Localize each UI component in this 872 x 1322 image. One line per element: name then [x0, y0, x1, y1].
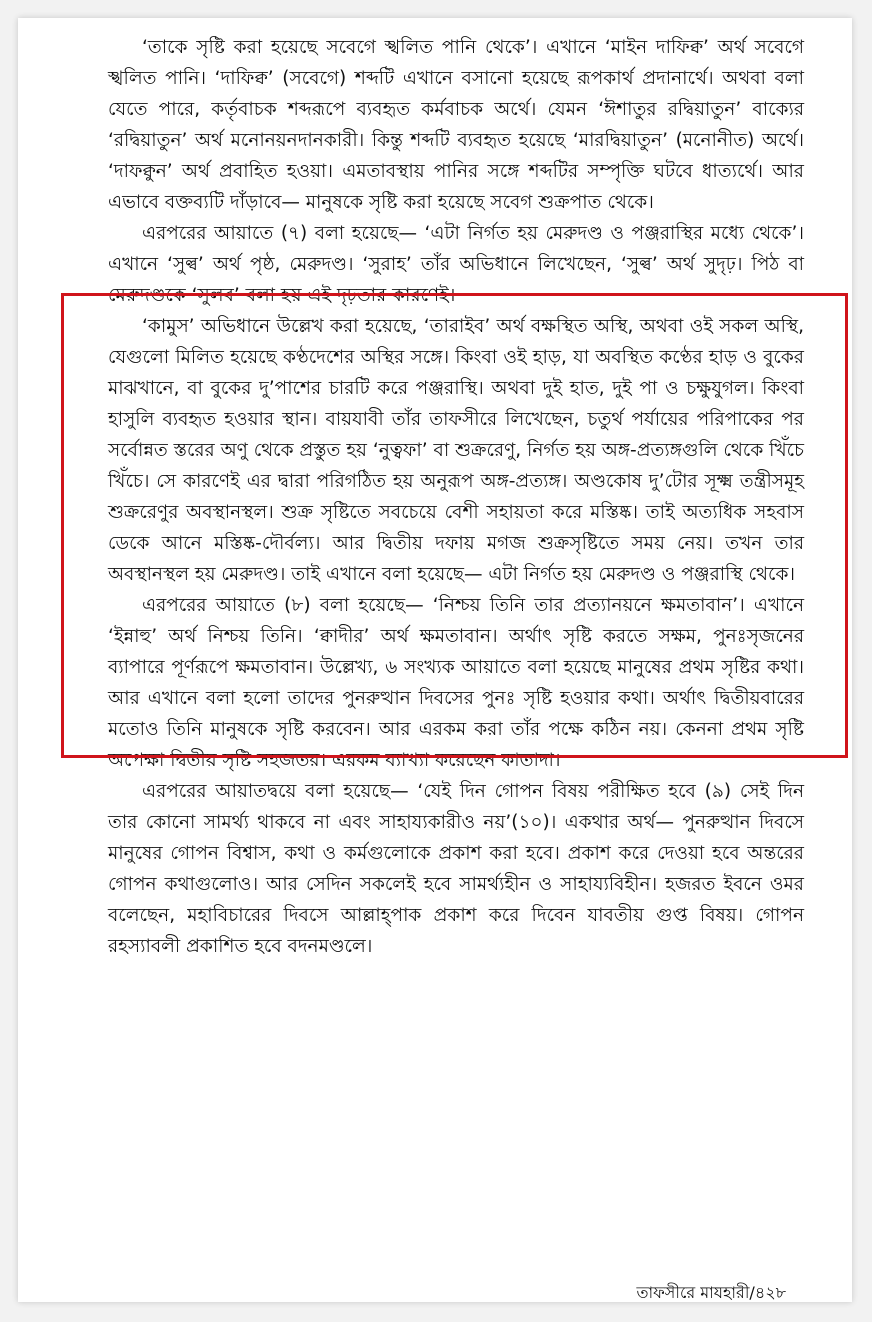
- page-footer: তাফসীরে মাযহারী/৪২৮: [636, 1283, 786, 1302]
- paragraph-2: এরপরের আয়াতে (৭) বলা হয়েছে— ‘এটা নির্গত হয় মেরুদণ্ড ও পঞ্জরাস্থির মধ্যে থেকে’। এখানে ‘সুল্ব’ অর্থ পৃষ্ঠ, মেরুদণ্ড। ‘সুরাহ’ তাঁর অভিধানে লিখেছেন, ‘সুল্ব’ অর্থ সুদৃঢ়। পিঠ বা মেরুদণ্ডকে ‘সুলব’ বলা হয় এই দৃঢ়তার কারণেই।: [108, 223, 804, 306]
- paragraph-4: এরপরের আয়াতে (৮) বলা হয়েছে— ‘নিশ্চয় তিনি তার প্রত্যানয়নে ক্ষমতাবান’। এখানে ‘ইন্নাহু’ অর্থ নিশ্চয় তিনি। ‘ক্বাদীর’ অর্থ ক্ষমতাবান। অর্থাৎ সৃষ্টি করতে সক্ষম, পুনঃসৃজনের ব্যাপারে পূর্ণরূপে ক্ষমতাবান। উল্লেখ্য, ৬ সংখ্যক আয়াতে বলা হয়েছে মানুষের প্রথম সৃষ্টির কথা। আর এখানে বলা হলো তাদের পুনরুত্থান দিবসের পুনঃ সৃষ্টি হওয়ার কথা। অর্থাৎ দ্বিতীয়বারের মতোও তিনি মানুষকে সৃষ্টি করবেন। আর এরকম করা তাঁর পক্ষে কঠিন নয়। কেননা প্রথম সৃষ্টি অপেক্ষা দ্বিতীয় সৃষ্টি সহজতর। এরকম ব্যাখ্যা করেছেন কাতাদা।: [108, 595, 804, 771]
- paragraph-5: এরপরের আয়াতদ্বয়ে বলা হয়েছে— ‘যেই দিন গোপন বিষয় পরীক্ষিত হবে (৯) সেই দিন তার কোনো সামর্থ্য থাকবে না এবং সাহায্যকারীও নয়’(১০)। একথার অর্থ— পুনরুত্থান দিবসে মানুষের গোপন বিশ্বাস, কথা ও কর্মগুলোকে প্রকাশ করা হবে। প্রকাশ করে দেওয়া হবে অন্তরের গোপন কথাগুলোও। আর সেদিন সকলেই হবে সামর্থ্যহীন ও সাহায্যবিহীন। হজরত ইবনে ওমর বলেছেন, মহাবিচারের দিবসে আল্লাহ্‌পাক প্রকাশ করে দিবেন যাবতীয় গুপ্ত বিষয়। গোপন রহস্যাবলী প্রকাশিত হবে বদনমণ্ডলে।: [108, 781, 804, 957]
- paragraph-1: ‘তাকে সৃষ্টি করা হয়েছে সবেগে স্খলিত পানি থেকে’। এখানে ‘মাইন দাফিক্ব’ অর্থ সবেগে স্খলিত পানি। ‘দাফিক্ব’ (সবেগে) শব্দটি এখানে বসানো হয়েছে রূপকার্থ প্রদানার্থে। অথবা বলা যেতে পারে, কর্তৃবাচক শব্দরূপে ব্যবহৃত কর্মবাচক অর্থে। যেমন ‘ঈশাতুর রদ্বিয়াতুন’ বাক্যের ‘রদ্বিয়াতুন’ অর্থ মনোনয়নদানকারী। কিন্তু শব্দটি ব্যবহৃত হয়েছে ‘মারদ্বিয়াতুন’ (মনোনীত) অর্থে। ‘দাফক্বুন’ অর্থ প্রবাহিত হওয়া। এমতাবস্থায় পানির সঙ্গে শব্দটির সম্পৃক্তি ঘটবে ধাত্যর্থে। আর এভাবে বক্তব্যটি দাঁড়াবে— মানুষকে সৃষ্টি করা হয়েছে সবেগ শুক্রপাত থেকে।: [108, 37, 804, 213]
- document-page: [18, 18, 852, 1302]
- body-text: [108, 32, 804, 962]
- paragraph-3: ‘কামুস’ অভিধানে উল্লেখ করা হয়েছে, ‘তারাইব’ অর্থ বক্ষস্থিত অস্থি, অথবা ওই সকল অস্থি, যেগুলো মিলিত হয়েছে কণ্ঠদেশের অস্থির সঙ্গে। কিংবা ওই হাড়, যা অবস্থিত কণ্ঠের হাড় ও বুকের মাঝখানে, বা বুকের দু’পাশের চারটি করে পঞ্জরাস্থি। অথবা দুই হাত, দুই পা ও চক্ষুযুগল। কিংবা হাসুলি ব্যবহৃত হওয়ার স্থান। বায়যাবী তাঁর তাফসীরে লিখেছেন, চতুর্থ পর্যায়ের পরিপাকের পর সর্বোন্নত স্তরের অণু থেকে প্রস্তুত হয় ‘নুত্বফা’ বা শুক্ররেণু, নির্গত হয় অঙ্গ-প্রত্যঙ্গগুলি থেকে খিঁচে খিঁচে। সে কারণেই এর দ্বারা পরিগঠিত হয় অনুরূপ অঙ্গ-প্রত্যঙ্গ। অণ্ডকোষ দু’টোর সূক্ষ্ম তন্ত্রীসমূহ শুক্ররেণুর অবস্থানস্থল। শুক্র সৃষ্টিতে সবচেয়ে বেশী সহায়তা করে মস্তিষ্ক। তাই অত্যধিক সহবাস ডেকে আনে মস্তিষ্ক-দৌর্বল্য। আর দ্বিতীয় দফায় মগজ শুক্রসৃষ্টিতে সময় নেয়। তখন তার অবস্থানস্থল হয় মেরুদণ্ড। তাই এখানে বলা হয়েছে— এটা নির্গত হয় মেরুদণ্ড ও পঞ্জরাস্থি থেকে।: [108, 316, 805, 585]
